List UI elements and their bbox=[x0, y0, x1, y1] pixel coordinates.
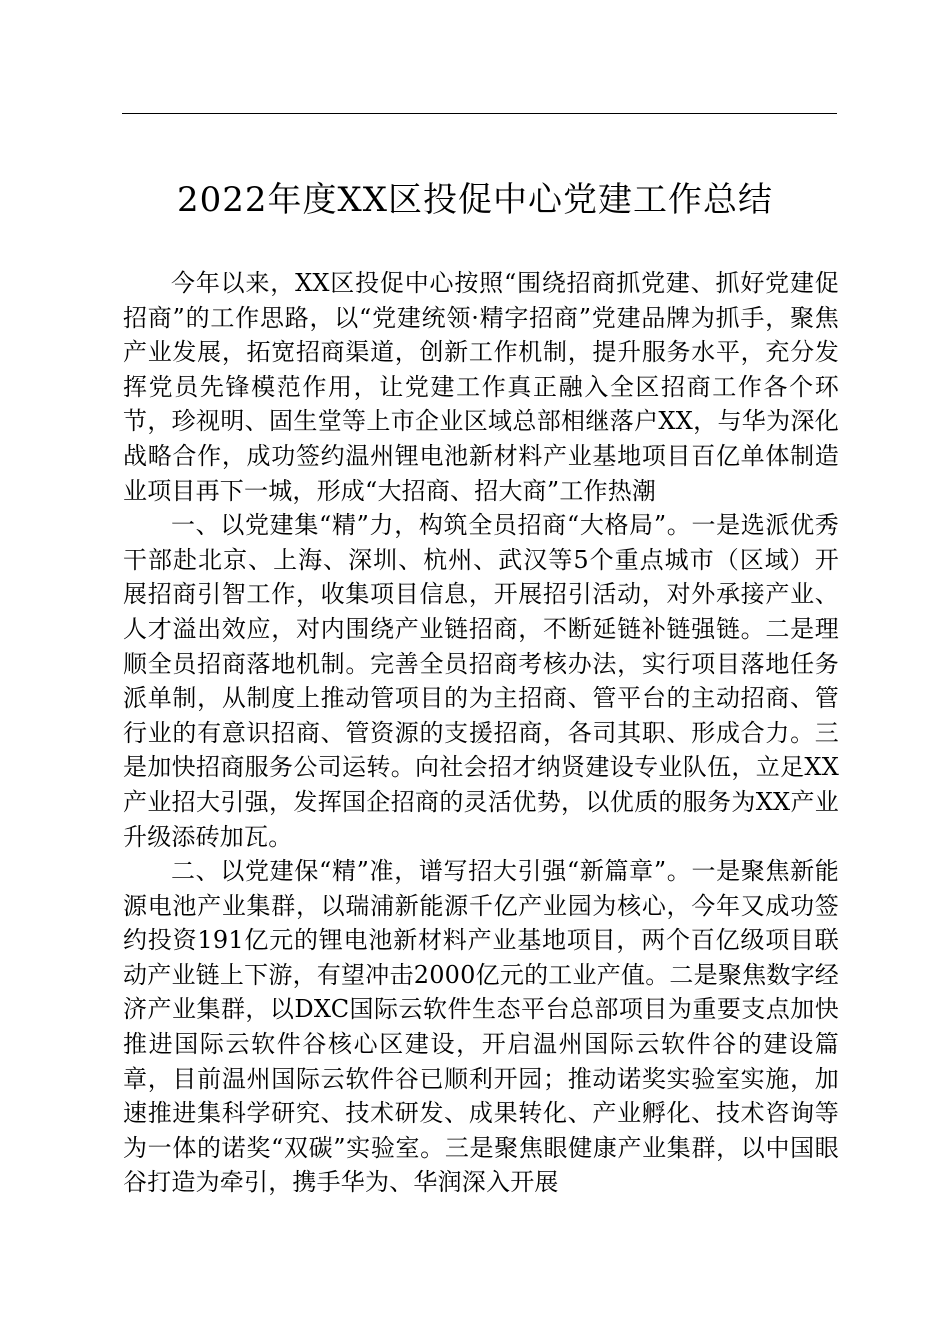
document-title: 2022年度XX区投促中心党建工作总结 bbox=[177, 180, 773, 220]
paragraph-intro: 今年以来，XX区投促中心按照“围绕招商抓党建、抓好党建促招商”的工作思路，以“党建统领·精字招商”党建品牌为抓手，聚焦产业发展，拓宽招商渠道，创新工作机制，提升服务水平，充分发挥党员先锋模范作用，让党建工作真正融入全区招商工作各个环节，珍视明、固生堂等上市企业区域总部相继落户XX，与华为深化战略合作，成功签约温州锂电池新材料产业基地项目百亿单体制造业项目再下一城，形成“大招商、招大商”工作热潮 bbox=[123, 269, 839, 505]
paragraph-section-2: 二、以党建保“精”准，谱写招大引强“新篇章”。一是聚焦新能源电池产业集群，以瑞浦新能源千亿产业园为核心，今年又成功签约投资191亿元的锂电池新材料产业基地项目，两个百亿级项目联动产业链上下游，有望冲击2000亿元的工业产值。二是聚焦数字经济产业集群，以DXC国际云软件生态平台总部项目为重要支点加快推进国际云软件谷核心区建设，开启温州国际云软件谷的建设篇章，目前温州国际云软件谷已顺利开园；推动诺奖实验室实施，加速推进集科学研究、技术研发、成果转化、产业孵化、技术咨询等为一体的诺奖“双碳”实验室。三是聚焦眼健康产业集群，以中国眼谷打造为牵引，携手华为、华润深入开展 bbox=[123, 857, 839, 1197]
document-body bbox=[123, 266, 839, 1200]
paragraph-section-1: 一、以党建集“精”力，构筑全员招商“大格局”。一是选派优秀干部赴北京、上海、深圳、杭州、武汉等5个重点城市（区域）开展招商引智工作，收集项目信息，开展招引活动，对外承接产业、人才溢出效应，对内围绕产业链招商，不断延链补链强链。二是理顺全员招商落地机制。完善全员招商考核办法，实行项目落地任务派单制，从制度上推动管项目的为主招商、管平台的主动招商、管行业的有意识招商、管资源的支援招商，各司其职、形成合力。三是加快招商服务公司运转。向社会招才纳贤建设专业队伍，立足XX产业招大引强，发挥国企招商的灵活优势，以优质的服务为XX产业升级添砖加瓦。 bbox=[123, 511, 839, 851]
header-rule bbox=[122, 113, 837, 114]
